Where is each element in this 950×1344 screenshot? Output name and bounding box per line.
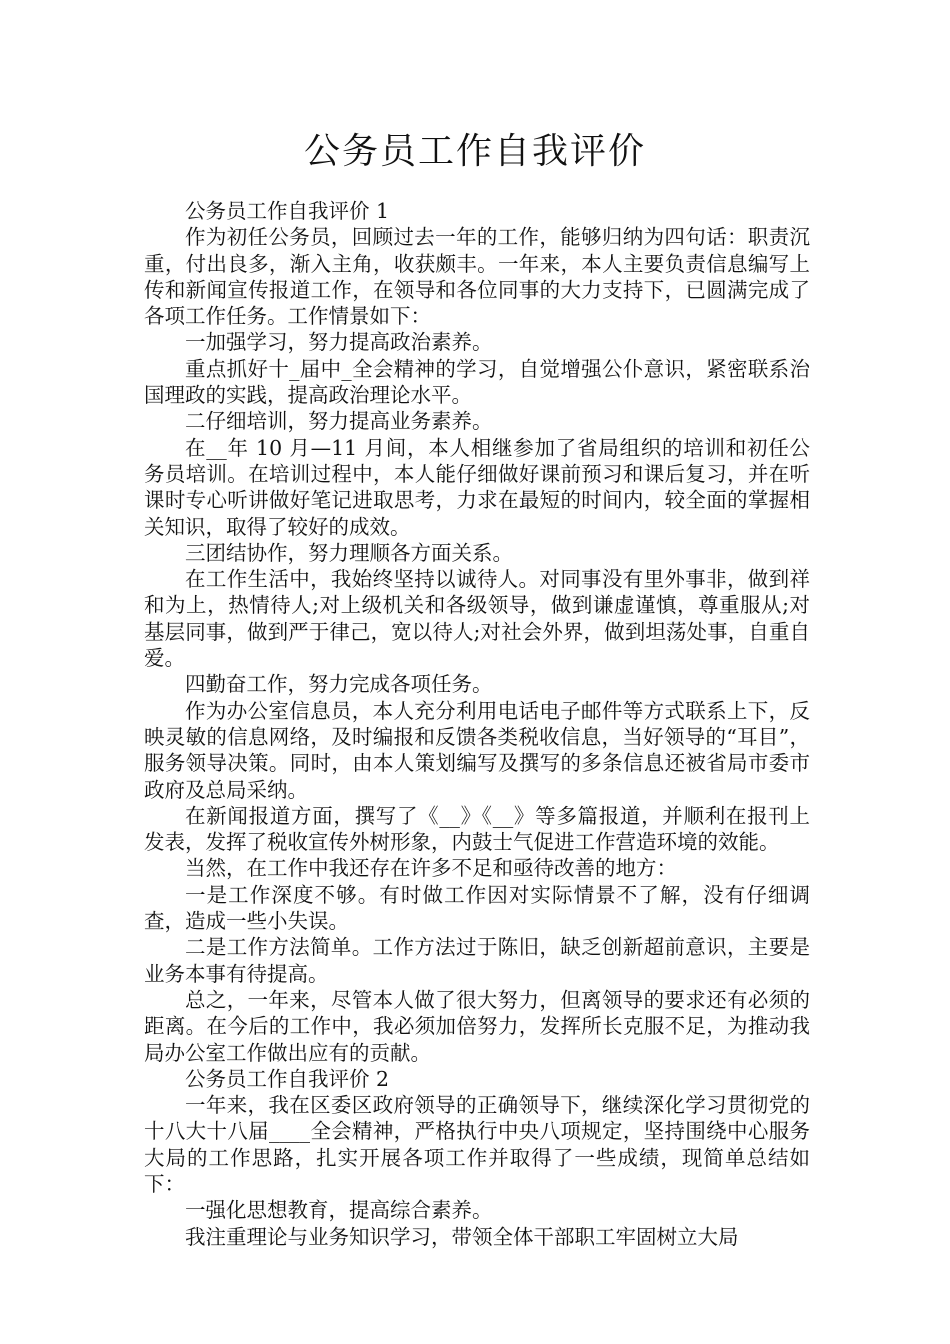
paragraph: 二是工作方法简单。工作方法过于陈旧，缺乏创新超前意识，主要是业务本事有待提高。 <box>144 935 810 986</box>
subheading: 四勤奋工作，努力完成各项任务。 <box>185 672 493 697</box>
paragraph: 在__年 10 月—11 月间，本人相继参加了省局组织的培训和初任公务员培训。在培训过程中，本人能仔细做好课前预习和课后复习，并在听课时专心听讲做好笔记进取思考，力求在最短的时间内，较全面的掌握相关知识，取得了较好的成效。 <box>144 435 810 539</box>
subheading: 一加强学习，努力提高政治素养。 <box>185 330 493 355</box>
paragraph: 当然，在工作中我还存在许多不足和亟待改善的地方： <box>185 856 677 881</box>
paragraph: 一年来，我在区委区政府领导的正确领导下，继续深化学习贯彻党的十八大十八届____全会精神，严格执行中央八项规定，坚持围绕中心服务大局的工作思路，扎实开展各项工作并取得了一些成绩，现简单总结如下： <box>144 1093 810 1196</box>
paragraph: 我注重理论与业务知识学习，带领全体干部职工牢固树立大局 <box>185 1224 739 1249</box>
paragraph: 总之，一年来，尽管本人做了很大努力，但离领导的要求还有必须的距离。在今后的工作中，我必须加倍努力，发挥所长克服不足，为推动我局办公室工作做出应有的贡献。 <box>144 987 810 1065</box>
subheading: 三团结协作，努力理顺各方面关系。 <box>185 540 513 565</box>
paragraph: 在工作生活中，我始终坚持以诚待人。对同事没有里外事非，做到祥和为上，热情待人;对上级机关和各级领导，做到谦虚谨慎，尊重服从;对基层同事，做到严于律己，宽以待人;对社会外界，做到坦荡处事，自重自爱。 <box>144 567 810 671</box>
paragraph: 在新闻报道方面，撰写了《__》《__》等多篇报道，并顺利在报刊上发表，发挥了税收宣传外树形象，内鼓士气促进工作营造环境的效能。 <box>144 803 810 855</box>
document-body <box>144 198 810 1250</box>
section-heading-1: 公务员工作自我评价 1 <box>185 199 390 223</box>
document-title: 公务员工作自我评价 <box>303 131 646 172</box>
paragraph: 作为初任公务员，回顾过去一年的工作，能够归纳为四句话：职责沉重，付出良多，渐入主角，收获颇丰。一年来，本人主要负责信息编写上传和新闻宣传报道工作，在领导和各位同事的大力支持下，已圆满完成了各项工作任务。工作情景如下： <box>144 225 810 329</box>
paragraph: 一是工作深度不够。有时做工作因对实际情景不了解，没有仔细调查，造成一些小失误。 <box>144 882 810 934</box>
section-heading-2: 公务员工作自我评价 2 <box>185 1066 390 1091</box>
subheading: 一强化思想教育，提高综合素养。 <box>185 1198 493 1223</box>
paragraph: 重点抓好十_届中_全会精神的学习，自觉增强公仆意识，紧密联系治国理政的实践，提高政治理论水平。 <box>144 356 810 408</box>
paragraph: 作为办公室信息员，本人充分利用电话电子邮件等方式联系上下，反映灵敏的信息网络，及时编报和反馈各类税收信息，当好领导的“耳目”，服务领导决策。同时，由本人策划编写及撰写的多条信息还被省局市委市政府及总局采纳。 <box>144 698 810 802</box>
subheading: 二仔细培训，努力提高业务素养。 <box>185 409 493 434</box>
